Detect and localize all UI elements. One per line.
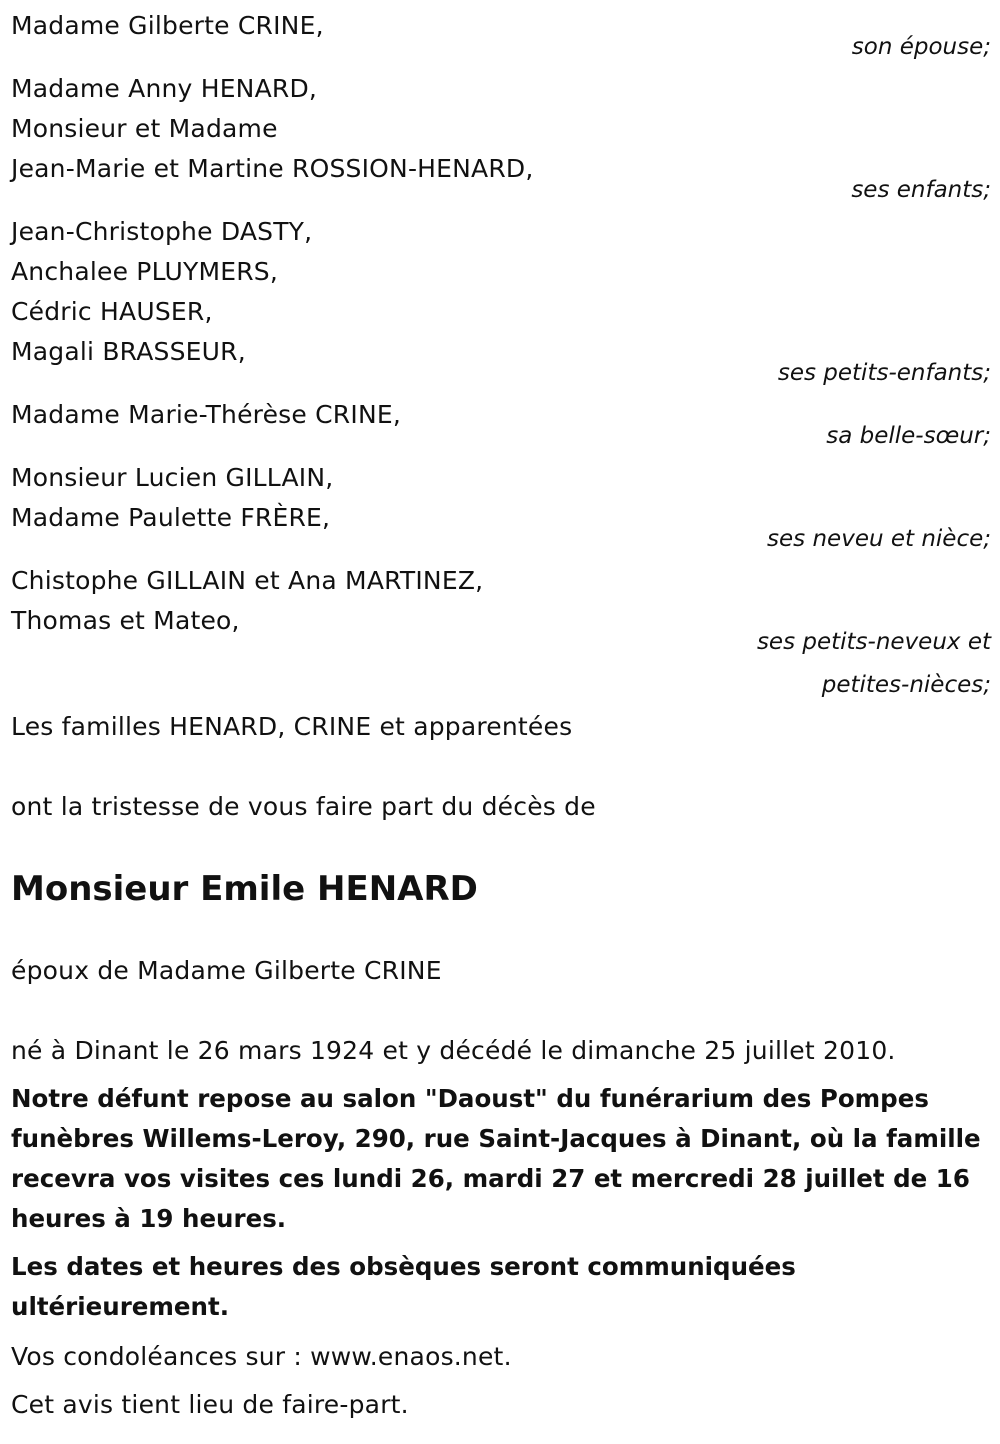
funeral-notice-paragraph: Les dates et heures des obsèques seront communiquées ultérieurement. — [11, 1252, 796, 1321]
spouse-line: époux de Madame Gilberte CRINE — [11, 956, 442, 985]
relation-label: ses petits-enfants; — [777, 360, 991, 386]
family-name-line: Jean-Marie et Martine ROSSION-HENARD, — [11, 154, 534, 183]
family-name-line: Madame Marie-Thérèse CRINE, — [11, 400, 401, 429]
relation-label: son épouse; — [851, 34, 991, 60]
deceased-name: Monsieur Emile HENARD — [11, 869, 478, 909]
family-name-line: Madame Anny HENARD, — [11, 74, 318, 103]
relation-label: ses enfants; — [851, 177, 991, 203]
family-name-line: Jean-Christophe DASTY, — [11, 217, 313, 246]
birth-death-line: né à Dinant le 26 mars 1924 et y décédé le dimanche 25 juillet 2010. — [11, 1036, 896, 1065]
family-name-line: Monsieur et Madame — [11, 114, 278, 143]
family-group-spouse — [11, 6, 991, 69]
family-name-line: Thomas et Mateo, — [11, 606, 240, 635]
condolences-line: Vos condoléances sur : www.enaos.net. — [11, 1342, 512, 1371]
family-group-nephew-niece — [11, 458, 991, 561]
notice-line: Cet avis tient lieu de faire-part. — [11, 1390, 409, 1419]
relation-label: ses neveu et nièce; — [767, 526, 991, 552]
family-group-grandchildren — [11, 212, 991, 395]
relation-label: petites-nièces; — [821, 672, 991, 698]
relation-label: sa belle-sœur; — [826, 423, 991, 449]
family-name-line: Cédric HAUSER, — [11, 297, 213, 326]
announcement-line: ont la tristesse de vous faire part du décès de — [11, 792, 596, 821]
family-name-line: Madame Gilberte CRINE, — [11, 11, 324, 40]
families-line: Les familles HENARD, CRINE et apparentées — [11, 712, 573, 741]
family-name-line: Magali BRASSEUR, — [11, 337, 246, 366]
family-name-line: Madame Paulette FRÈRE, — [11, 503, 331, 532]
family-group-children — [11, 69, 991, 212]
family-name-line: Chistophe GILLAIN et Ana MARTINEZ, — [11, 566, 484, 595]
family-group-sister-in-law — [11, 395, 991, 458]
obituary-notice — [11, 6, 991, 1425]
family-group-grand-nephews — [11, 561, 991, 707]
relation-label: ses petits-neveux et — [756, 629, 991, 655]
family-name-line: Monsieur Lucien GILLAIN, — [11, 463, 334, 492]
visitation-paragraph: Notre défunt repose au salon "Daoust" du funérarium des Pompes funèbres Willems-Leroy, 290, rue Saint-Jacques à Dinant, où la famille recevra vos visites ces lundi 26, mardi 27 et mercredi 28 juillet de 16 heures à 19 heures. — [11, 1084, 981, 1233]
family-name-line: Anchalee PLUYMERS, — [11, 257, 278, 286]
